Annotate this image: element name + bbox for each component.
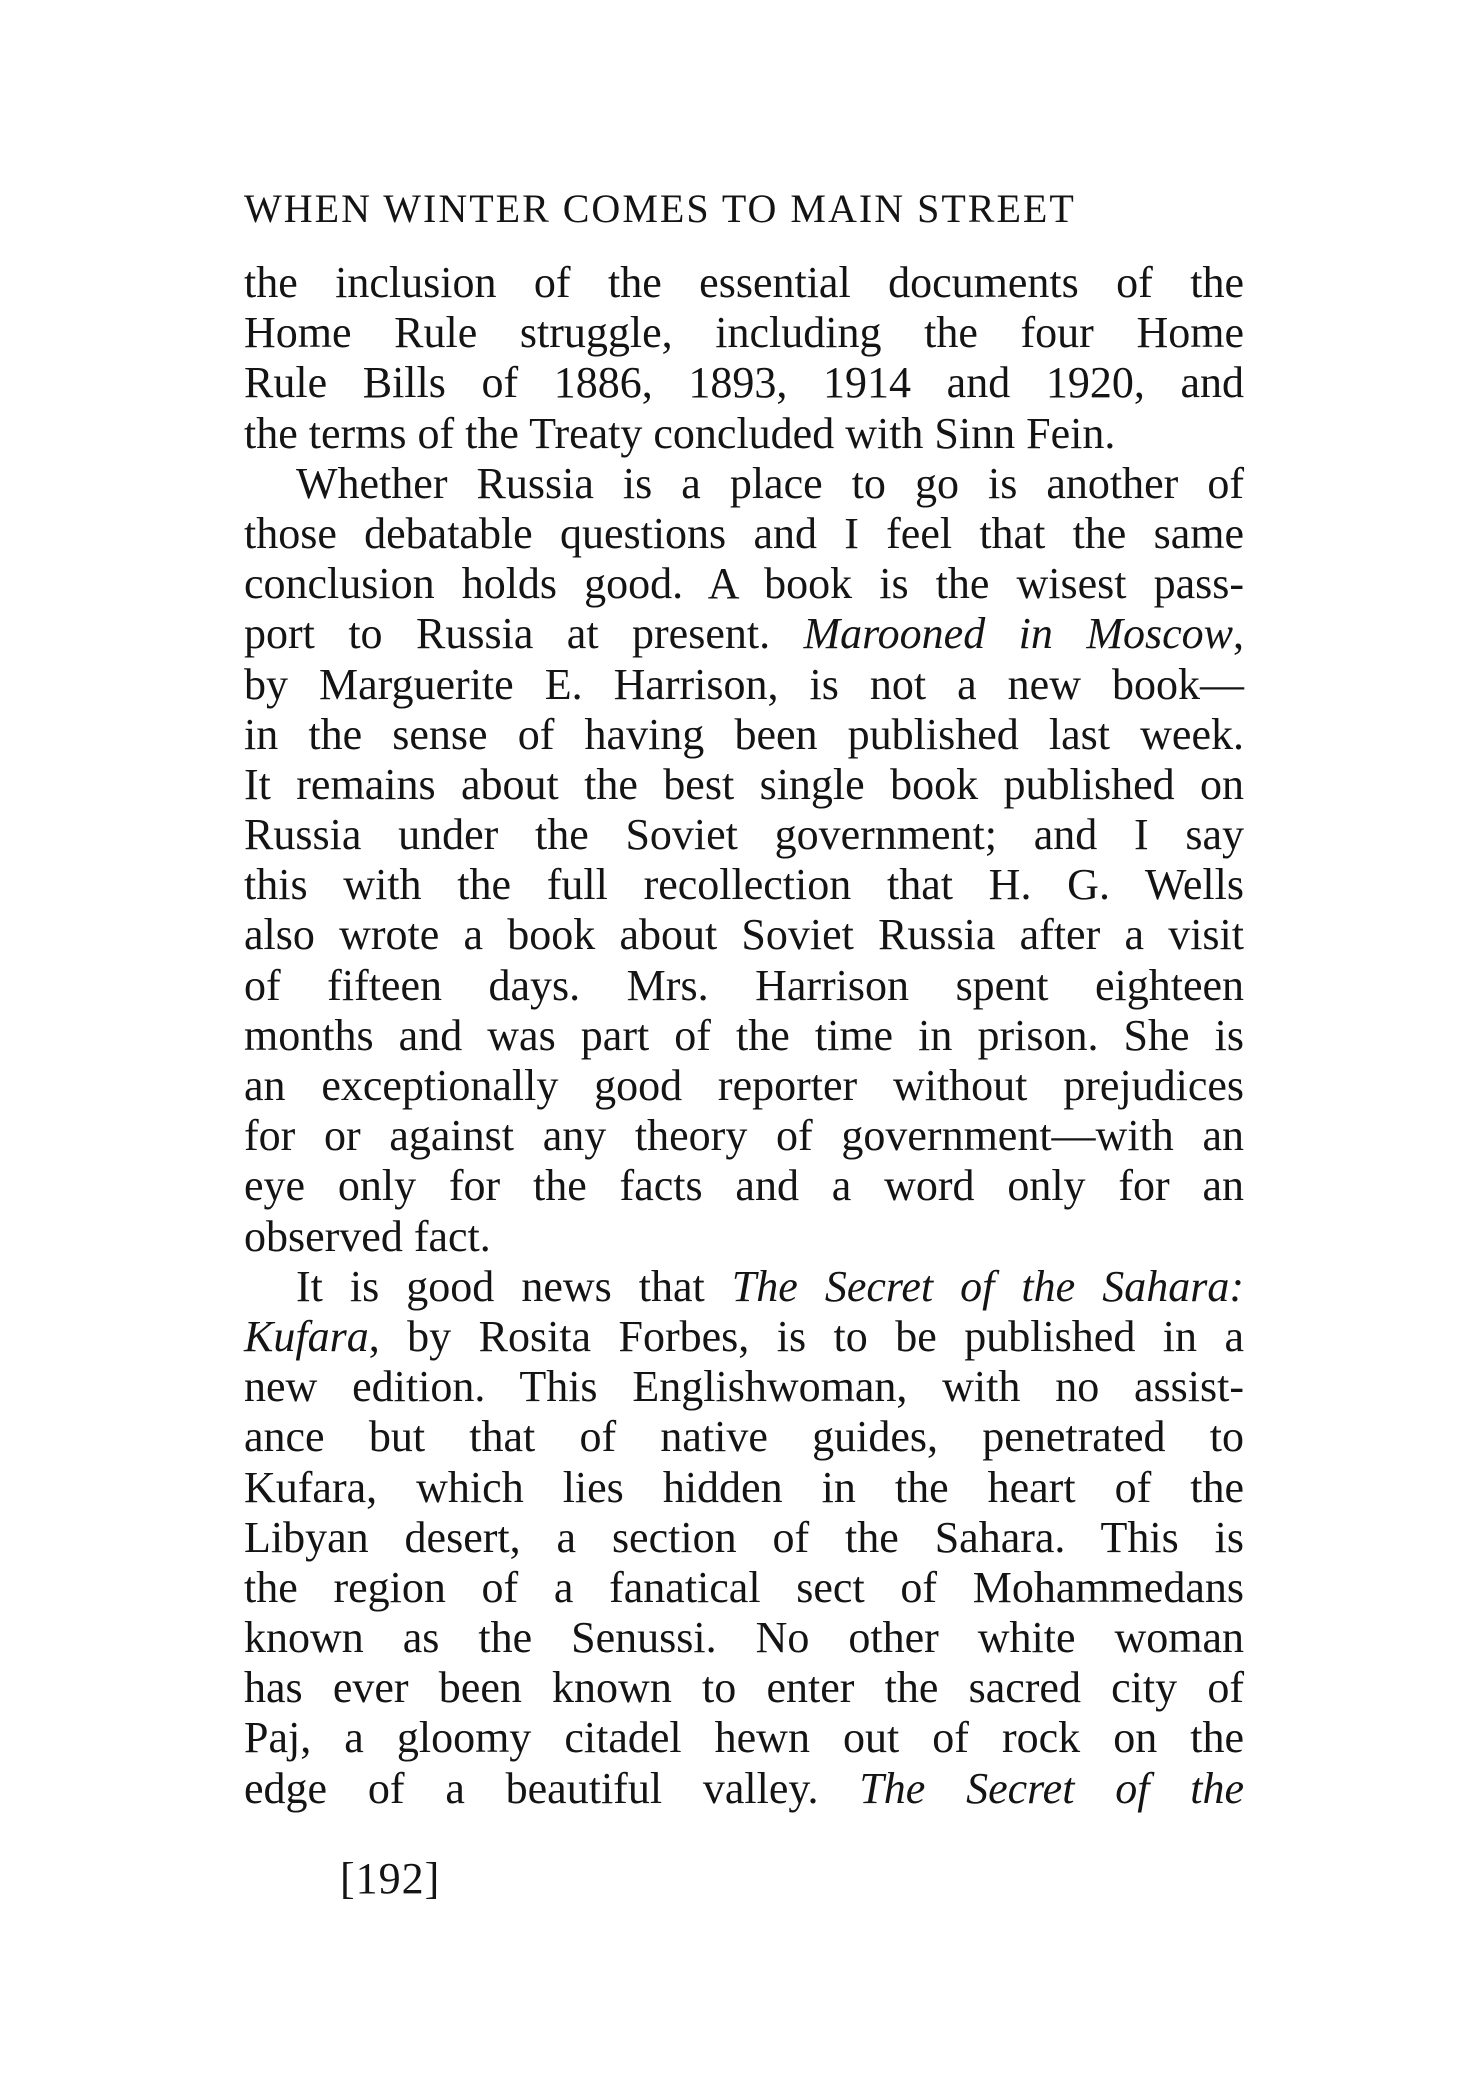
- text-segment: the terms of the Treaty concluded with Sinn Fein.: [244, 408, 1116, 458]
- text-segment: those debatable questions and I feel that the same: [244, 508, 1244, 558]
- text-line: [244, 1362, 1244, 1412]
- text-line: [244, 459, 1244, 509]
- text-line: [244, 1463, 1244, 1513]
- text-line: [244, 1161, 1244, 1211]
- text-segment: , by Rosita Forbes, is to be published in a: [368, 1311, 1244, 1361]
- text-segment: this with the full recollection that H. G. Wells: [244, 860, 1244, 910]
- text-segment: the inclusion of the essential documents of the: [244, 258, 1244, 307]
- text-line: [244, 559, 1244, 609]
- text-line: [244, 1663, 1244, 1713]
- text-line: [244, 760, 1244, 810]
- text-segment: Paj, a gloomy citadel hewn out of rock on the: [244, 1713, 1244, 1763]
- page-number: [192]: [340, 1854, 441, 1903]
- text-line: [244, 1312, 1244, 1362]
- text-segment: Libyan desert, a section of the Sahara. This is: [244, 1512, 1244, 1562]
- text-segment: has ever been known to enter the sacred city of: [244, 1663, 1244, 1713]
- text-segment: Whether Russia is a place to go is another of: [296, 458, 1244, 508]
- text-line: [244, 660, 1244, 710]
- text-segment: Russia under the Soviet government; and I say: [244, 810, 1244, 860]
- text-segment: Home Rule struggle, including the four Home: [244, 308, 1244, 358]
- text-line: [244, 609, 1244, 659]
- body-text: [244, 258, 1244, 1814]
- text-segment: by Marguerite E. Harrison, is not a new book—: [244, 659, 1244, 709]
- text-line: [244, 910, 1244, 960]
- text-segment: an exceptionally good reporter without prejudices: [244, 1061, 1244, 1110]
- text-line: [244, 1212, 1244, 1262]
- text-line: [244, 810, 1244, 860]
- text-line: [244, 1412, 1244, 1462]
- text-segment: It remains about the best single book published on: [244, 759, 1244, 809]
- text-line: [244, 258, 1244, 308]
- text-segment: conclusion holds good. A book is the wisest pass-: [244, 559, 1244, 609]
- text-line: [244, 308, 1244, 358]
- text-line: [244, 1563, 1244, 1613]
- italic-title: The Secret of the: [859, 1763, 1245, 1813]
- italic-title: The Secret of the Sahara:: [731, 1261, 1244, 1311]
- text-line: [244, 1713, 1244, 1763]
- text-line: [244, 509, 1244, 559]
- text-line: [244, 1613, 1244, 1663]
- italic-title: Marooned in Moscow: [803, 609, 1233, 659]
- text-line: [244, 961, 1244, 1011]
- text-segment: the region of a fanatical sect of Mohammedans: [244, 1562, 1244, 1612]
- text-segment: also wrote a book about Soviet Russia after a visit: [244, 910, 1244, 960]
- text-line: [244, 1111, 1244, 1161]
- text-segment: months and was part of the time in prison. She is: [244, 1010, 1244, 1060]
- text-line: [244, 710, 1244, 760]
- text-segment: in the sense of having been published last week.: [244, 709, 1244, 759]
- text-segment: known as the Senussi. No other white woman: [244, 1613, 1244, 1663]
- text-segment: of fifteen days. Mrs. Harrison spent eighteen: [244, 960, 1244, 1010]
- text-segment: Kufara, which lies hidden in the heart of the: [244, 1462, 1244, 1512]
- text-segment: for or against any theory of government—with an: [244, 1111, 1244, 1161]
- text-line: [244, 409, 1244, 459]
- text-segment: ance but that of native guides, penetrated to: [244, 1412, 1244, 1462]
- text-segment: observed fact.: [244, 1211, 491, 1261]
- text-segment: Rule Bills of 1886, 1893, 1914 and 1920, and: [244, 358, 1244, 408]
- text-line: [244, 1513, 1244, 1563]
- text-segment: new edition. This Englishwoman, with no assist-: [244, 1362, 1244, 1412]
- running-head: WHEN WINTER COMES TO MAIN STREET: [244, 186, 1076, 231]
- text-line: [244, 1764, 1244, 1814]
- text-line: [244, 358, 1244, 408]
- text-line: [244, 1061, 1244, 1111]
- text-line: [244, 1011, 1244, 1061]
- text-segment: port to Russia at present.: [244, 609, 804, 659]
- italic-title: Kufara: [244, 1311, 369, 1361]
- text-line: [244, 1262, 1244, 1312]
- text-segment: edge of a beautiful valley.: [244, 1763, 860, 1813]
- text-segment: ,: [1233, 609, 1244, 659]
- text-segment: eye only for the facts and a word only for an: [244, 1161, 1244, 1211]
- text-line: [244, 860, 1244, 910]
- text-segment: It is good news that: [296, 1261, 732, 1311]
